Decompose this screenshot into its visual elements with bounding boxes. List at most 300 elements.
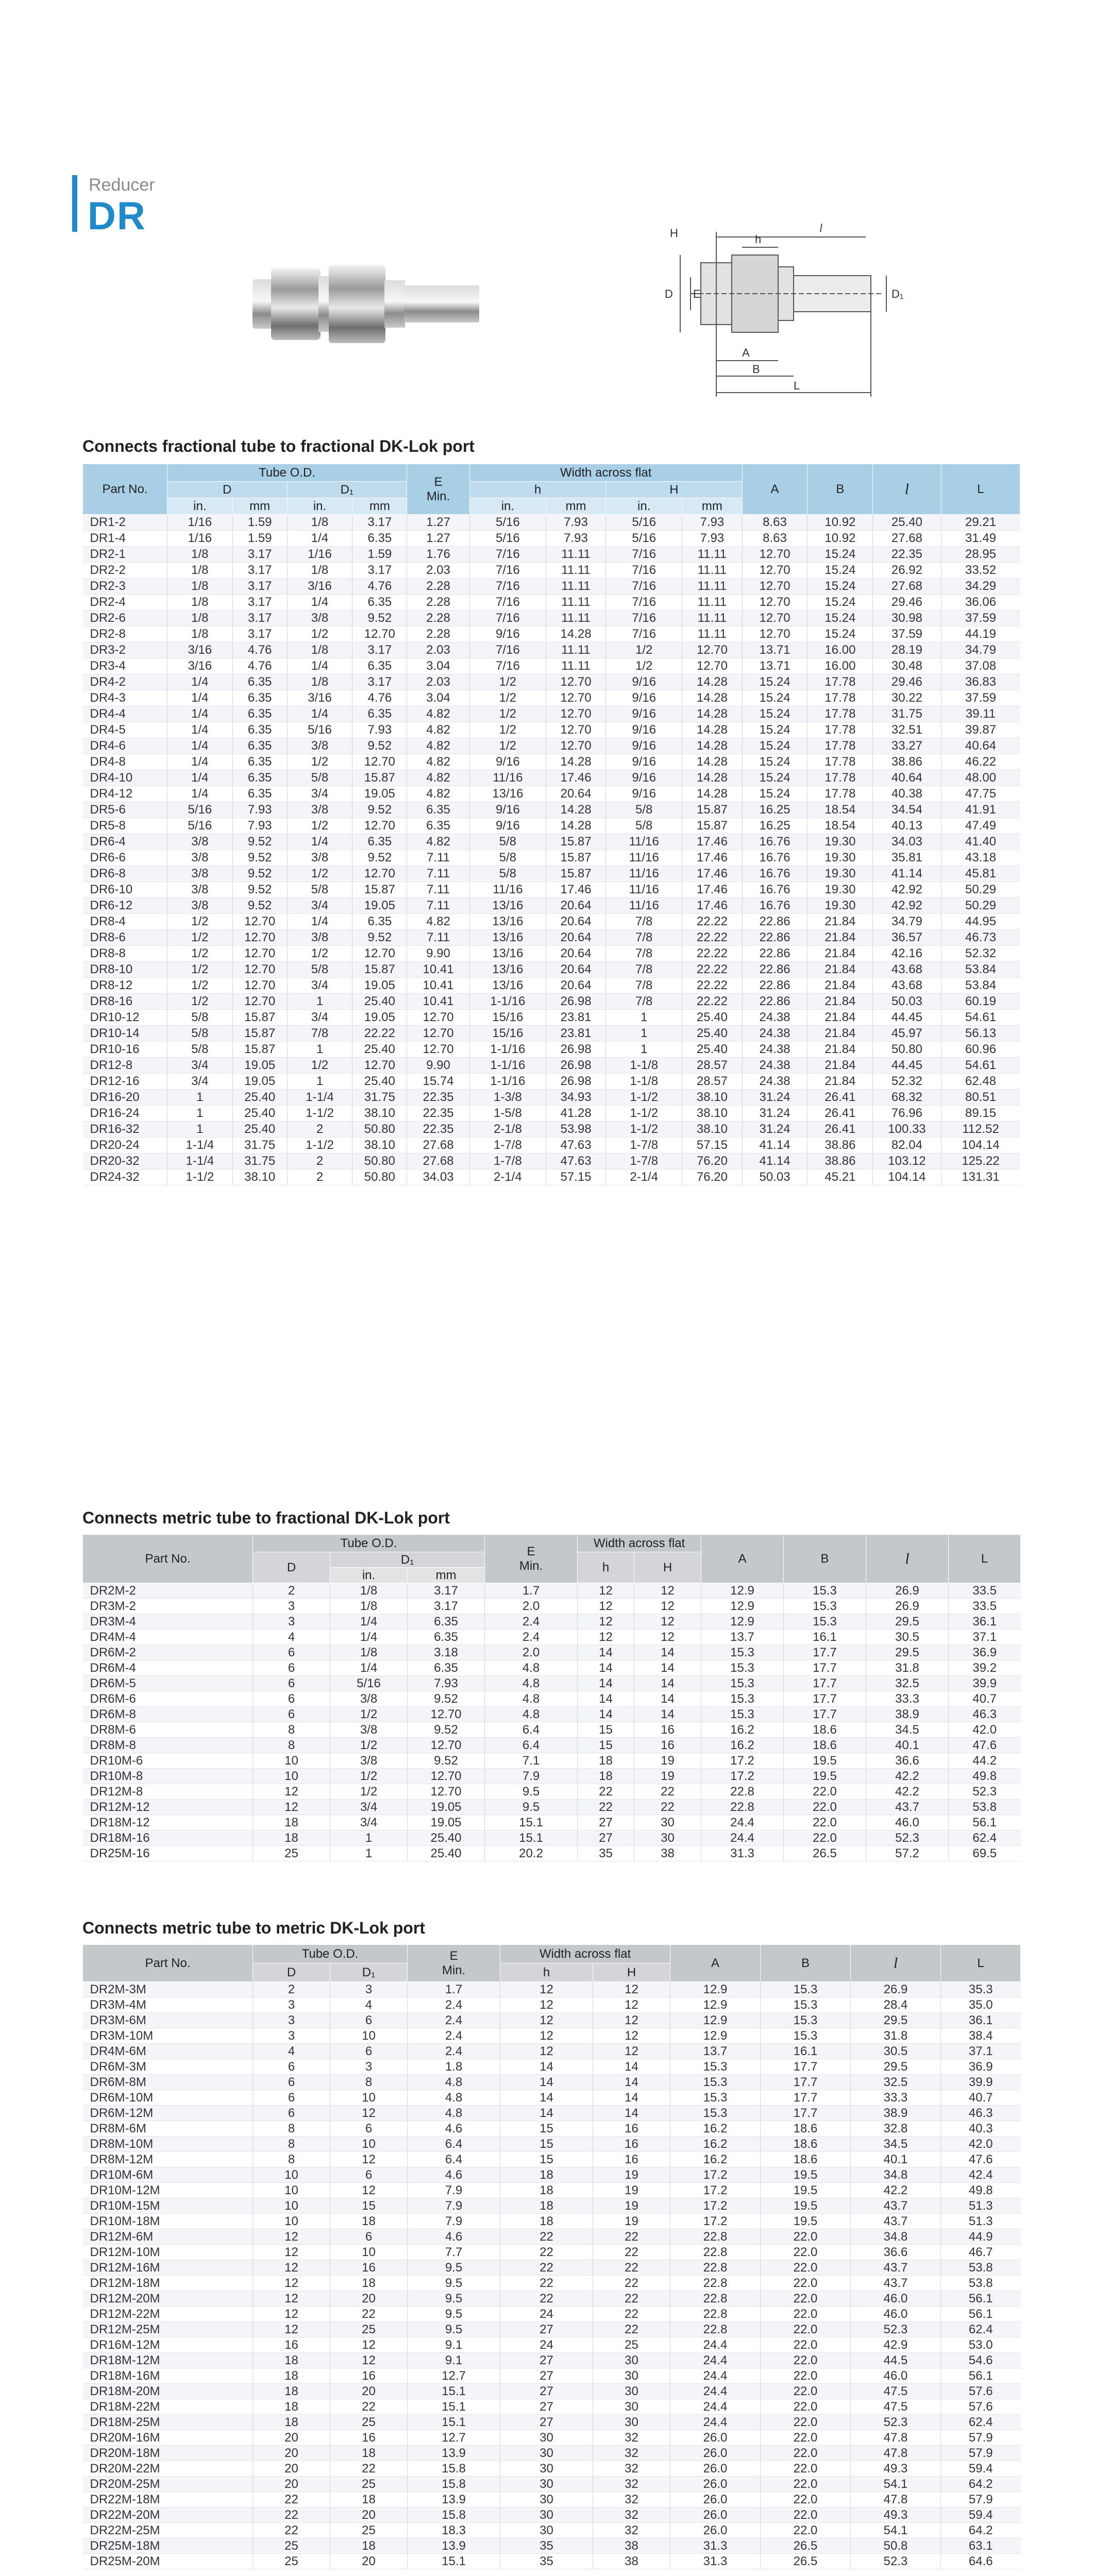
table-cell: 17.7 xyxy=(761,2106,851,2121)
table-cell: 1/8 xyxy=(287,515,352,531)
table-cell: 30 xyxy=(500,2461,593,2477)
table-row xyxy=(83,1691,1021,1707)
table-cell: 13.9 xyxy=(408,2492,500,2507)
table-cell: 20 xyxy=(330,2384,408,2399)
table-cell: 15.74 xyxy=(407,1074,470,1090)
table-row xyxy=(83,2384,1021,2399)
table-cell: 12.7 xyxy=(408,2368,500,2384)
table-cell: 4.6 xyxy=(408,2229,500,2245)
table-cell: 25 xyxy=(253,1846,330,1861)
table-cell: 47.5 xyxy=(851,2384,941,2399)
table-cell: 3 xyxy=(330,1982,408,1997)
table-cell: 1/8 xyxy=(167,611,232,626)
table-cell: 9.52 xyxy=(232,850,287,866)
table-cell: 31.3 xyxy=(670,2554,761,2569)
table-cell: 17.7 xyxy=(761,2059,851,2075)
table-cell: 32 xyxy=(593,2446,670,2461)
table-cell: 35.3 xyxy=(941,1982,1021,1997)
table-cell: 3/16 xyxy=(167,642,232,658)
col-h-small: h xyxy=(500,1963,593,1982)
table-row xyxy=(83,1026,1020,1042)
table-cell: 3.17 xyxy=(352,642,407,658)
table-cell: 5/8 xyxy=(287,770,352,786)
table-row xyxy=(83,1058,1020,1074)
part-number-cell: DR10-14 xyxy=(83,1026,167,1042)
table-cell: 19.05 xyxy=(408,1815,485,1831)
table-cell: 21.84 xyxy=(807,1042,873,1058)
table-cell: 6.4 xyxy=(485,1722,578,1738)
unit-in: in. xyxy=(469,498,546,515)
part-number-cell: DR3M-2 xyxy=(83,1599,253,1614)
part-number-cell: DR20-32 xyxy=(83,1154,167,1170)
table-cell: 52.3 xyxy=(851,2415,941,2430)
col-e xyxy=(408,1945,500,1982)
table-cell: 11/16 xyxy=(606,882,682,898)
table-cell: 53.84 xyxy=(941,962,1020,978)
table-cell: 6.35 xyxy=(232,722,287,738)
table-cell: 53.84 xyxy=(941,978,1020,994)
table-cell: 1/2 xyxy=(167,978,232,994)
table-cell: 5/16 xyxy=(469,515,546,531)
table-cell: 34.54 xyxy=(873,802,941,818)
table-cell: 50.03 xyxy=(742,1170,807,1185)
table-cell: 22.0 xyxy=(761,2368,851,2384)
table-cell: 26.0 xyxy=(670,2507,761,2523)
table-cell: 30 xyxy=(634,1815,701,1831)
table-cell: 22.86 xyxy=(742,914,807,930)
table-cell: 41.40 xyxy=(941,834,1020,850)
table-cell: 15.3 xyxy=(701,1676,784,1691)
table-cell: 18 xyxy=(253,1831,330,1846)
table-cell: 9/16 xyxy=(469,802,546,818)
table-row xyxy=(83,882,1020,898)
col-d1: D₁ xyxy=(330,1552,485,1568)
table-cell: 30 xyxy=(634,1831,701,1846)
table-cell: 12.70 xyxy=(408,1769,485,1784)
table-cell: 1.7 xyxy=(408,1982,500,1997)
table-cell: 19 xyxy=(593,2214,670,2229)
table-cell: 3/8 xyxy=(167,866,232,882)
table-cell: 50.80 xyxy=(873,1042,941,1058)
table-cell: 18.6 xyxy=(761,2121,851,2137)
table-cell: 13/16 xyxy=(469,930,546,946)
table-cell: 15.24 xyxy=(807,563,873,579)
table-cell: 45.21 xyxy=(807,1170,873,1185)
table-cell: 6.35 xyxy=(232,706,287,722)
table-cell: 38 xyxy=(593,2538,670,2554)
table-cell: 1/8 xyxy=(330,1583,408,1599)
table-cell: 1 xyxy=(287,994,352,1010)
table-cell: 12.9 xyxy=(701,1599,784,1614)
table-cell: 46.0 xyxy=(866,1815,949,1831)
table-cell: 43.68 xyxy=(873,962,941,978)
table-cell: 7/16 xyxy=(606,563,682,579)
table-cell: 19 xyxy=(593,2167,670,2183)
table-cell: 1-1/2 xyxy=(606,1122,682,1138)
table-cell: 22.86 xyxy=(742,978,807,994)
table-cell: 4.82 xyxy=(407,738,470,754)
table-cell: 14 xyxy=(500,2075,593,2090)
table-cell: 32 xyxy=(593,2461,670,2477)
table-cell: 22 xyxy=(500,2260,593,2276)
table-cell: 10 xyxy=(253,2214,330,2229)
table-cell: 15.1 xyxy=(408,2384,500,2399)
table-cell: 1/4 xyxy=(167,706,232,722)
product-photo xyxy=(247,247,484,361)
part-number-cell: DR18M-22M xyxy=(83,2399,253,2415)
table-cell: 3/8 xyxy=(167,898,232,914)
table-cell: 9.52 xyxy=(408,1722,485,1738)
table-cell: 18 xyxy=(500,2214,593,2229)
part-number-cell: DR8-6 xyxy=(83,930,167,946)
table-cell: 29.21 xyxy=(941,515,1020,531)
table-cell: 3.04 xyxy=(407,658,470,674)
table-cell: 22 xyxy=(593,2245,670,2260)
table-cell: 6 xyxy=(253,1691,330,1707)
table-cell: 82.04 xyxy=(873,1138,941,1154)
table-cell: 26.0 xyxy=(670,2446,761,2461)
table-cell: 9/16 xyxy=(469,626,546,642)
table-cell: 17.2 xyxy=(670,2183,761,2198)
table-cell: 20.64 xyxy=(546,898,605,914)
table-cell: 16 xyxy=(253,2337,330,2353)
table-cell: 20.64 xyxy=(546,962,605,978)
table-cell: 12.70 xyxy=(407,1042,470,1058)
table-cell: 16.00 xyxy=(807,642,873,658)
table-cell: 5/16 xyxy=(287,722,352,738)
section-title-fractional-fractional: Connects fractional tube to fractional DK-Lok port xyxy=(82,437,475,455)
part-number-cell: DR2M-2 xyxy=(83,1583,253,1599)
table-cell: 40.7 xyxy=(941,2090,1021,2106)
table-cell: 2.4 xyxy=(485,1630,578,1645)
table-cell: 7/16 xyxy=(606,626,682,642)
table-cell: 56.1 xyxy=(949,1815,1021,1831)
table-row xyxy=(83,2291,1021,2307)
unit-mm: mm xyxy=(408,1568,485,1583)
table-cell: 5/16 xyxy=(330,1676,408,1691)
table-cell: 15.87 xyxy=(352,962,407,978)
table-row xyxy=(83,2538,1021,2554)
part-number-cell: DR2-6 xyxy=(83,611,167,626)
table-cell: 3.17 xyxy=(408,1599,485,1614)
table-cell: 17.46 xyxy=(682,882,742,898)
table-row xyxy=(83,1676,1021,1691)
table-cell: 15.3 xyxy=(761,2013,851,2028)
table-cell: 6 xyxy=(253,1676,330,1691)
table-cell: 4.82 xyxy=(407,770,470,786)
table-cell: 15.1 xyxy=(485,1831,578,1846)
table-cell: 19.05 xyxy=(232,1074,287,1090)
table-cell: 11/16 xyxy=(606,866,682,882)
table-cell: 37.59 xyxy=(941,690,1020,706)
table-cell: 6.35 xyxy=(232,738,287,754)
table-cell: 14 xyxy=(634,1707,701,1722)
table-cell: 12 xyxy=(330,2337,408,2353)
table-cell: 64.6 xyxy=(941,2554,1021,2569)
table-cell: 1-3/8 xyxy=(469,1090,546,1106)
table-cell: 14.28 xyxy=(682,674,742,690)
table-cell: 11.11 xyxy=(546,642,605,658)
table-cell: 27 xyxy=(578,1831,634,1846)
table-cell: 6.35 xyxy=(232,770,287,786)
table-cell: 20.64 xyxy=(546,978,605,994)
table-cell: 22.22 xyxy=(682,914,742,930)
table-cell: 41.91 xyxy=(941,802,1020,818)
dimension-drawing xyxy=(660,206,938,412)
table-row xyxy=(83,595,1020,611)
table-cell: 12 xyxy=(330,2152,408,2167)
table-cell: 104.14 xyxy=(941,1138,1020,1154)
table-cell: 6.35 xyxy=(232,754,287,770)
table-cell: 1/2 xyxy=(469,674,546,690)
table-row xyxy=(83,1106,1020,1122)
table-cell: 19 xyxy=(634,1753,701,1769)
table-cell: 23.81 xyxy=(546,1010,605,1026)
table-cell: 22 xyxy=(593,2276,670,2291)
part-number-cell: DR20M-18M xyxy=(83,2446,253,2461)
table-cell: 47.63 xyxy=(546,1138,605,1154)
table-cell: 49.3 xyxy=(851,2461,941,2477)
table-cell: 50.80 xyxy=(352,1154,407,1170)
table-cell: 16 xyxy=(634,1738,701,1753)
table-cell: 19 xyxy=(593,2198,670,2214)
table-cell: 3/16 xyxy=(167,658,232,674)
table-cell: 1/4 xyxy=(167,690,232,706)
table-cell: 5/16 xyxy=(606,531,682,547)
table-cell: 1 xyxy=(167,1106,232,1122)
drawing-label-A: A xyxy=(742,346,750,359)
table-cell: 15 xyxy=(500,2152,593,2167)
part-number-cell: DR10M-18M xyxy=(83,2214,253,2229)
table-cell: 13.71 xyxy=(742,658,807,674)
part-number-cell: DR2-3 xyxy=(83,579,167,595)
table-cell: 4 xyxy=(253,1630,330,1645)
table-cell: 1/2 xyxy=(287,1058,352,1074)
table-cell: 1/4 xyxy=(287,531,352,547)
table-row xyxy=(83,1846,1021,1861)
table-row xyxy=(83,2044,1021,2059)
drawing-label-D: D xyxy=(665,287,673,300)
table-cell: 89.15 xyxy=(941,1106,1020,1122)
table-cell: 50.80 xyxy=(352,1122,407,1138)
table-cell: 15 xyxy=(578,1722,634,1738)
table-row xyxy=(83,1753,1021,1769)
part-number-cell: DR4M-4 xyxy=(83,1630,253,1645)
table-cell: 22.8 xyxy=(701,1784,784,1800)
table-cell: 25 xyxy=(330,2477,408,2492)
table-cell: 15.1 xyxy=(485,1815,578,1831)
table-cell: 7.93 xyxy=(352,722,407,738)
table-cell: 7/8 xyxy=(606,962,682,978)
table-cell: 14.28 xyxy=(682,754,742,770)
table-cell: 19.05 xyxy=(352,898,407,914)
table-cell: 59.4 xyxy=(941,2461,1021,2477)
table-cell: 76.96 xyxy=(873,1106,941,1122)
table-cell: 25 xyxy=(330,2415,408,2430)
table-cell: 6.35 xyxy=(232,690,287,706)
table-cell: 52.3 xyxy=(949,1784,1021,1800)
table-cell: 21.84 xyxy=(807,962,873,978)
table-cell: 39.2 xyxy=(949,1660,1021,1676)
table-cell: 12.70 xyxy=(352,946,407,962)
table-cell: 104.14 xyxy=(873,1170,941,1185)
table-cell: 9.5 xyxy=(408,2276,500,2291)
table-cell: 12 xyxy=(593,2044,670,2059)
table-cell: 32 xyxy=(593,2492,670,2507)
table-cell: 42.4 xyxy=(941,2167,1021,2183)
table-row xyxy=(83,770,1020,786)
table-cell: 26.98 xyxy=(546,1058,605,1074)
table-cell: 14.28 xyxy=(546,626,605,642)
table-cell: 22.0 xyxy=(761,2492,851,2507)
table-cell: 33.5 xyxy=(949,1583,1021,1599)
part-number-cell: DR3-4 xyxy=(83,658,167,674)
table-cell: 22.0 xyxy=(761,2353,851,2368)
table-cell: 7.11 xyxy=(407,882,470,898)
table-cell: 49.3 xyxy=(851,2507,941,2523)
table-cell: 15 xyxy=(578,1738,634,1753)
table-cell: 1/4 xyxy=(167,786,232,802)
table-cell: 22.0 xyxy=(761,2322,851,2337)
table-cell: 18.3 xyxy=(408,2523,500,2538)
table-cell: 9.52 xyxy=(232,898,287,914)
table-cell: 24.38 xyxy=(742,1042,807,1058)
table-cell: 38.86 xyxy=(873,754,941,770)
table-cell: 12 xyxy=(634,1583,701,1599)
table-cell: 21.84 xyxy=(807,978,873,994)
table-cell: 52.3 xyxy=(866,1831,949,1846)
table-cell: 12.70 xyxy=(546,738,605,754)
part-number-cell: DR4-2 xyxy=(83,674,167,690)
table-cell: 34.8 xyxy=(851,2167,941,2183)
table-cell: 3/8 xyxy=(330,1691,408,1707)
table-cell: 131.31 xyxy=(941,1170,1020,1185)
table-cell: 22.0 xyxy=(761,2430,851,2446)
table-cell: 1-1/2 xyxy=(287,1106,352,1122)
table-row xyxy=(83,2523,1021,2538)
table-cell: 1-1/2 xyxy=(606,1090,682,1106)
part-number-cell: DR6M-6 xyxy=(83,1691,253,1707)
table-cell: 50.03 xyxy=(873,994,941,1010)
table-cell: 26.92 xyxy=(873,563,941,579)
table-cell: 1/8 xyxy=(287,674,352,690)
table-row xyxy=(83,914,1020,930)
table-cell: 22.22 xyxy=(682,930,742,946)
table-cell: 1/2 xyxy=(287,946,352,962)
table-cell: 45.81 xyxy=(941,866,1020,882)
table-cell: 30 xyxy=(593,2384,670,2399)
table-cell: 5/8 xyxy=(167,1010,232,1026)
part-number-cell: DR10-16 xyxy=(83,1042,167,1058)
table-cell: 7.1 xyxy=(485,1753,578,1769)
table-cell: 40.64 xyxy=(873,770,941,786)
table-cell: 14 xyxy=(593,2106,670,2121)
col-d1: D₁ xyxy=(330,1963,408,1982)
table-cell: 6.35 xyxy=(232,786,287,802)
table-cell: 1-1/2 xyxy=(167,1170,232,1185)
table-cell: 3.17 xyxy=(232,579,287,595)
table-cell: 9/16 xyxy=(606,690,682,706)
part-number-cell: DR2M-3M xyxy=(83,1982,253,1997)
table-cell: 18.6 xyxy=(761,2152,851,2167)
table-cell: 17.78 xyxy=(807,722,873,738)
table-cell: 56.13 xyxy=(941,1026,1020,1042)
table-cell: 8 xyxy=(253,1738,330,1753)
part-number-cell: DR18M-12 xyxy=(83,1815,253,1831)
table-cell: 21.84 xyxy=(807,1026,873,1042)
table-cell: 1/2 xyxy=(287,818,352,834)
table-cell: 20.64 xyxy=(546,786,605,802)
table-cell: 63.1 xyxy=(941,2538,1021,2554)
part-number-cell: DR8-12 xyxy=(83,978,167,994)
table-cell: 9.52 xyxy=(408,1753,485,1769)
unit-mm: mm xyxy=(352,498,407,515)
table-row xyxy=(83,579,1020,595)
table-cell: 1/2 xyxy=(469,690,546,706)
table-cell: 14 xyxy=(578,1676,634,1691)
table-cell: 12 xyxy=(253,2245,330,2260)
table-row xyxy=(83,2214,1021,2229)
table-cell: 12.70 xyxy=(742,579,807,595)
table-cell: 14 xyxy=(634,1660,701,1676)
table-cell: 12.70 xyxy=(742,595,807,611)
table-cell: 12 xyxy=(330,2106,408,2121)
drawing-label-B: B xyxy=(752,363,760,376)
table-cell: 26.41 xyxy=(807,1106,873,1122)
table-row xyxy=(83,1074,1020,1090)
table-cell: 11.11 xyxy=(682,547,742,563)
table-cell: 12.70 xyxy=(742,611,807,626)
table-cell: 54.61 xyxy=(941,1058,1020,1074)
table-cell: 46.73 xyxy=(941,930,1020,946)
table-cell: 18 xyxy=(253,2399,330,2415)
table-cell: 12.70 xyxy=(742,563,807,579)
table-cell: 23.81 xyxy=(546,1026,605,1042)
table-cell: 22.0 xyxy=(784,1800,866,1815)
part-number-cell: DR12-16 xyxy=(83,1074,167,1090)
table-cell: 27 xyxy=(500,2322,593,2337)
table-cell: 1-1/8 xyxy=(606,1074,682,1090)
table-cell: 33.52 xyxy=(941,563,1020,579)
table-cell: 15.87 xyxy=(232,1010,287,1026)
table-cell: 7.93 xyxy=(546,515,605,531)
table-cell: 22.0 xyxy=(761,2291,851,2307)
part-number-cell: DR8M-6 xyxy=(83,1722,253,1738)
table-cell: 37.1 xyxy=(941,2044,1021,2059)
table-cell: 12 xyxy=(253,2260,330,2276)
table-cell: 1/2 xyxy=(469,706,546,722)
table-cell: 53.0 xyxy=(941,2337,1021,2353)
table-row xyxy=(83,1645,1021,1660)
part-number-cell: DR24-32 xyxy=(83,1170,167,1185)
table-cell: 26.5 xyxy=(784,1846,866,1861)
table-row xyxy=(83,866,1020,882)
part-number-cell: DR1-2 xyxy=(83,515,167,531)
table-cell: 1-1/2 xyxy=(606,1106,682,1122)
part-number-cell: DR4-8 xyxy=(83,754,167,770)
col-d: D xyxy=(167,482,287,498)
table-cell: 21.84 xyxy=(807,1074,873,1090)
part-number-cell: DR12M-25M xyxy=(83,2322,253,2337)
table-cell: 1/2 xyxy=(287,626,352,642)
table-cell: 4.8 xyxy=(408,2075,500,2090)
table-cell: 14 xyxy=(578,1707,634,1722)
table-cell: 28.4 xyxy=(851,1997,941,2013)
table-cell: 17.78 xyxy=(807,770,873,786)
table-cell: 22.35 xyxy=(407,1090,470,1106)
table-cell: 1/8 xyxy=(167,563,232,579)
table-cell: 14 xyxy=(593,2090,670,2106)
